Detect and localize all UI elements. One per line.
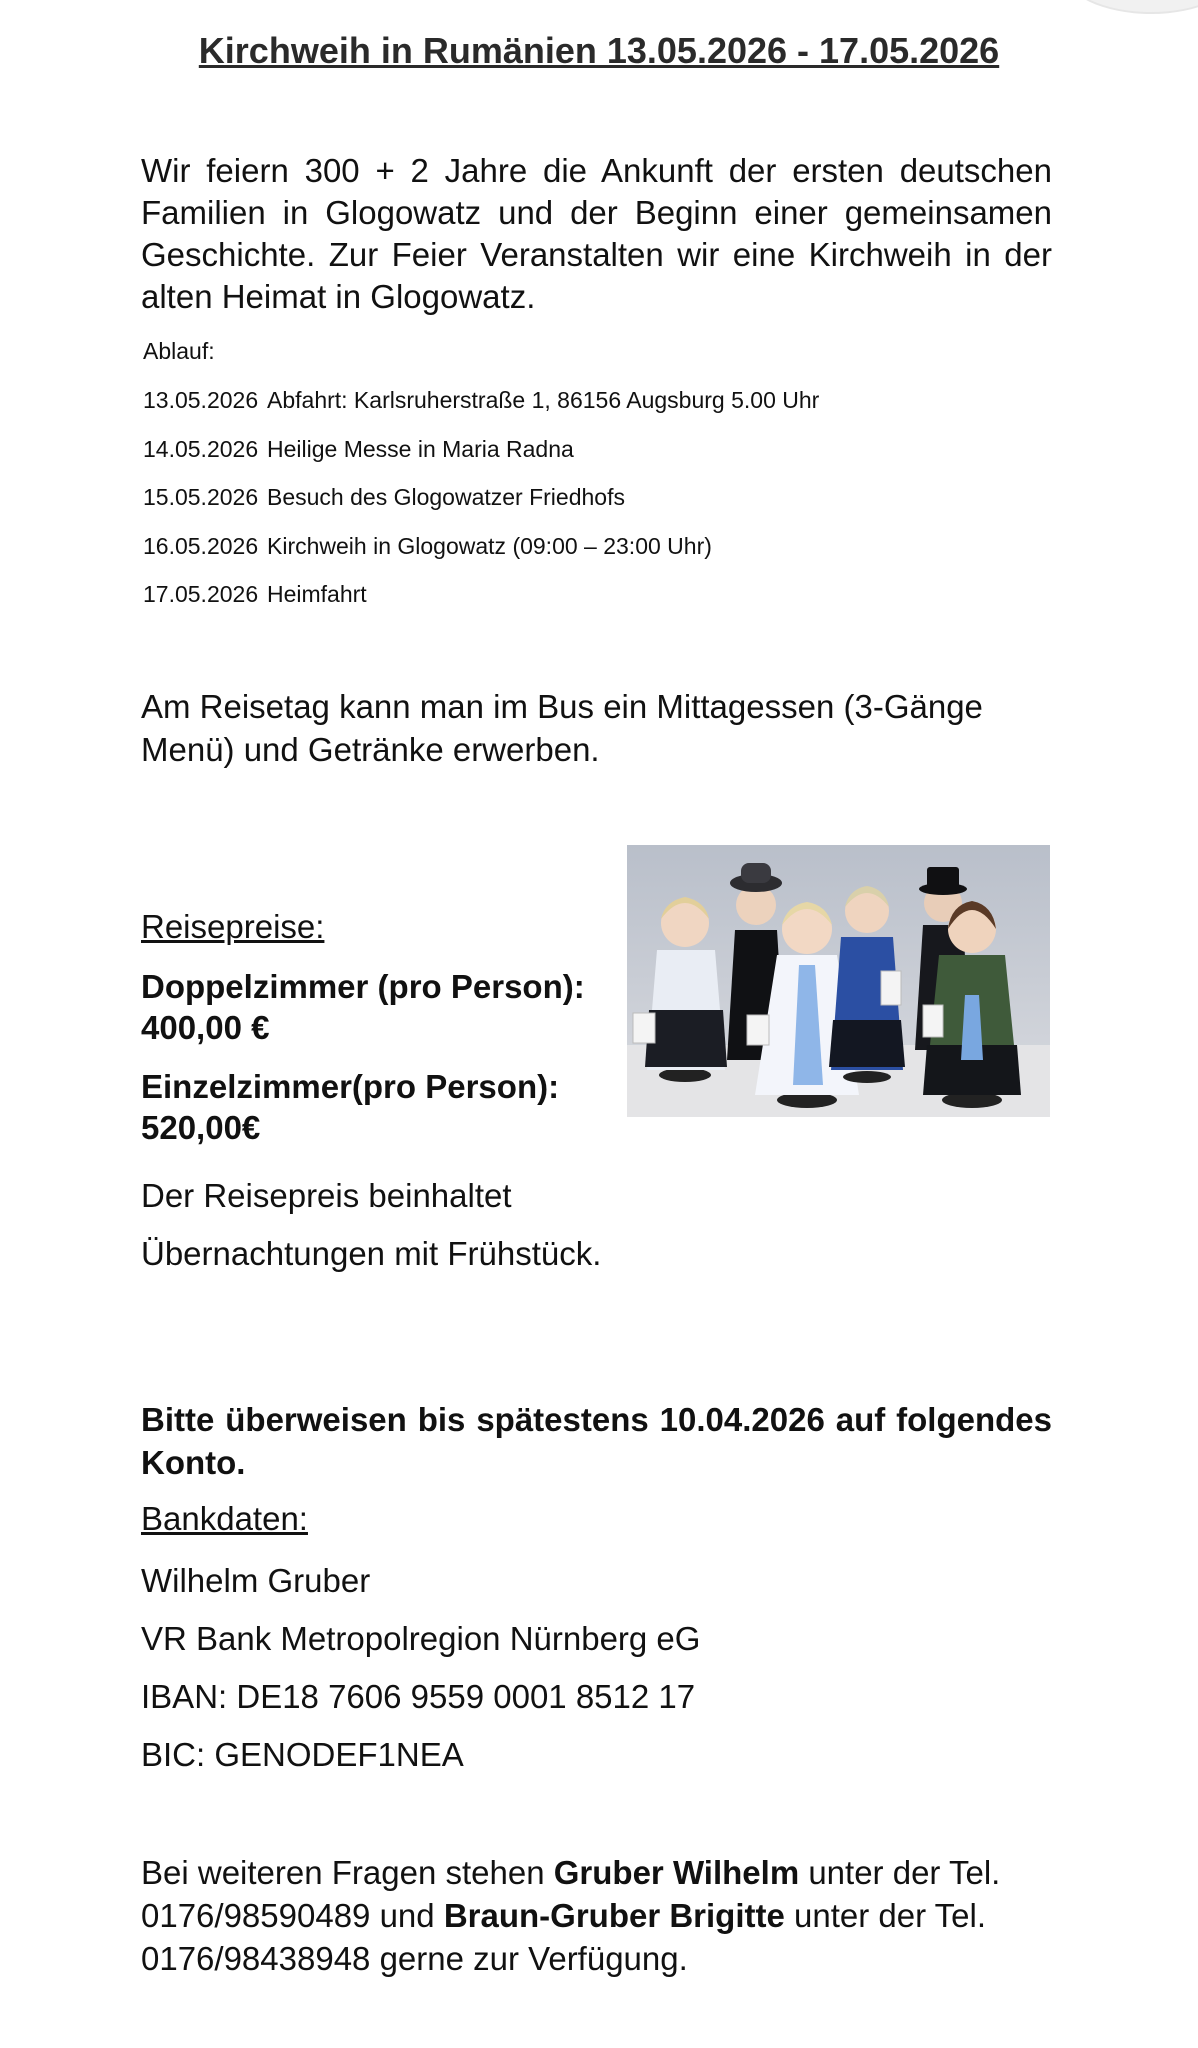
prices-heading: Reisepreise: bbox=[141, 908, 325, 945]
bank-heading: Bankdaten: bbox=[141, 1500, 308, 1537]
bank-account-holder: Wilhelm Gruber bbox=[141, 1562, 371, 1599]
corner-button[interactable] bbox=[1064, 0, 1198, 14]
price-includes bbox=[141, 1167, 601, 1283]
schedule-date: 15.05.2026 bbox=[143, 484, 259, 510]
schedule-item bbox=[143, 578, 1043, 627]
schedule-text: Heimfahrt bbox=[267, 581, 367, 607]
schedule-date: 13.05.2026 bbox=[143, 387, 259, 413]
schedule-date: 17.05.2026 bbox=[143, 581, 259, 607]
lunch-note: Am Reisetag kann man im Bus ein Mittagessen (3-Gänge Menü) und Getränke erwerben. bbox=[141, 688, 983, 768]
contact-text: unter der Tel. 0176/98590489 und bbox=[141, 1854, 1001, 1934]
schedule-text: Kirchweih in Glogowatz (09:00 – 23:00 Uhr) bbox=[267, 532, 712, 559]
bank-iban: IBAN: DE18 7606 9559 0001 8512 17 bbox=[141, 1678, 696, 1715]
contact-text: Bei weiteren Fragen stehen bbox=[141, 1854, 554, 1891]
schedule-list bbox=[143, 384, 1043, 627]
schedule-label: Ablauf: bbox=[143, 338, 215, 364]
price-includes-line: Der Reisepreis beinhaltet bbox=[141, 1177, 512, 1214]
schedule-date: 16.05.2026 bbox=[143, 532, 259, 559]
schedule-item bbox=[143, 481, 1043, 530]
schedule-text: Heilige Messe in Maria Radna bbox=[267, 435, 574, 462]
intro-paragraph: Wir feiern 300 + 2 Jahre die Ankunft der ersten deutschen Familien in Glogowatz und der Beginn einer gemeinsamen Geschichte. Zur Feier Veranstalten wir eine Kirchweih in der alten Heimat in Glogowatz. bbox=[141, 152, 1052, 315]
contact-name: Gruber Wilhelm bbox=[553, 1854, 800, 1891]
page-title: Kirchweih in Rumänien 13.05.2026 - 17.05.2026 bbox=[198, 30, 1000, 71]
schedule-item bbox=[143, 433, 1043, 482]
dolls-photo bbox=[627, 845, 1050, 1117]
contact-text: unter der Tel. 0176/98438948 gerne zur Verfügung. bbox=[141, 1897, 987, 1977]
bank-details bbox=[141, 1552, 700, 1784]
price-double: Doppelzimmer (pro Person): 400,00 € bbox=[141, 968, 585, 1046]
contact-paragraph bbox=[141, 1851, 1052, 1980]
schedule-text: Besuch des Glogowatzer Friedhofs bbox=[267, 484, 625, 510]
bank-name: VR Bank Metropolregion Nürnberg eG bbox=[141, 1620, 701, 1657]
contact-name: Braun-Gruber Brigitte bbox=[443, 1897, 785, 1934]
schedule-item bbox=[143, 384, 1043, 433]
price-single: Einzelzimmer(pro Person): 520,00€ bbox=[141, 1068, 560, 1146]
bank-bic: BIC: GENODEF1NEA bbox=[141, 1736, 464, 1773]
schedule-item bbox=[143, 530, 1043, 579]
schedule-date: 14.05.2026 bbox=[143, 435, 259, 462]
price-includes-line: Übernachtungen mit Frühstück. bbox=[141, 1235, 602, 1272]
schedule-text: Abfahrt: Karlsruherstraße 1, 86156 Augsburg 5.00 Uhr bbox=[267, 387, 820, 413]
payment-note: Bitte überweisen bis spätestens 10.04.2026 auf folgendes Konto. bbox=[141, 1401, 1052, 1481]
